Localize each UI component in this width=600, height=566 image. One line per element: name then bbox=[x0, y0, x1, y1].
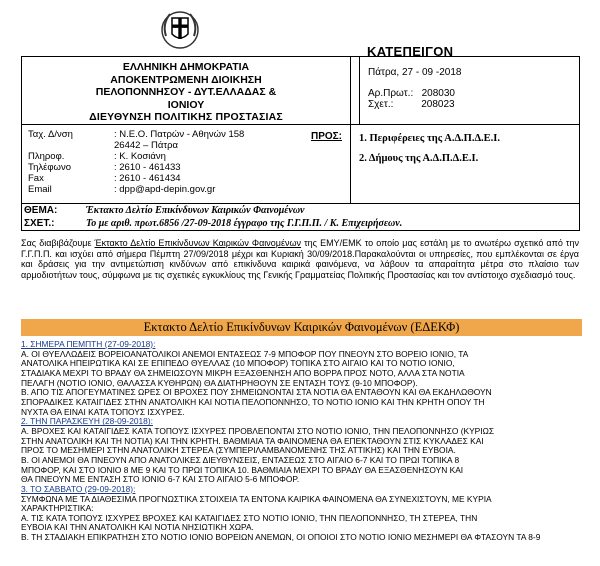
organization-block bbox=[22, 57, 351, 125]
bulletin-day-heading: 2. ΤΗΝ ΠΑΡΑΣΚΕΥΗ (28-09-2018): bbox=[21, 417, 153, 427]
bulletin-line: ΣΤΗΝ ΑΝΑΤΟΛΙΚΗ ΚΑΙ ΤΗ ΝΟΤΙΑ) ΚΑΙ ΤΗΝ ΚΡΗΤΗ. ΒΑΘΜΙΑΙΑ ΤΑ ΦΑΙΝΟΜΕΝΑ ΘΑ ΕΠΕΚΤΑΘΟΥΝ ΣΤΙΣ ΚΥΚΛΑΔΕΣ ΚΑΙ bbox=[21, 436, 484, 446]
bulletin-line: ΘΑ ΠΝΕΟΥΝ ΜΕ ΕΝΤΑΣΗ ΣΤΟ ΙΟΝΙΟ 6-7 ΚΑΙ ΣΤΟ ΑΙΓΑΙΟ 5-6 ΜΠΟΦΟΡ. bbox=[21, 475, 300, 485]
email-link[interactable]: : dpp@apd-depin.gov.gr bbox=[114, 184, 216, 196]
place-date: Πάτρα, 27 - 09 -2018 bbox=[368, 67, 462, 78]
bulletin-line: ΑΝΑΤΟΛΙΚΑ ΗΠΕΙΡΩΤΙΚΑ ΚΑΙ ΣΕ ΕΠΙΠΕΔΟ ΘΥΕΛΛΑΣ (10 ΜΠΟΦΟΡ) ΤΟΠΙΚΑ ΣΤΟ ΑΙΓΑΙΟ ΚΑΙ ΤΟ ΝΟΤΙΟ ΙΟΝΙΟ, bbox=[21, 359, 455, 369]
subject-row: ΘΕΜΑ: Έκτακτο Δελτίο Επικίνδυνων Καιρικών Φαινομένων bbox=[22, 203, 580, 217]
to-label: ΠΡΟΣ: bbox=[311, 130, 343, 142]
bulletin-line: Α. ΟΙ ΘΥΕΛΛΩΔΕΙΣ ΒΟΡΕΙΟΑΝΑΤΟΛΙΚΟΙ ΑΝΕΜΟΙ ΕΝΤΑΣΕΩΣ 7-9 ΜΠΟΦΟΡ ΠΟΥ ΠΝΕΟΥΝ ΣΤΟ ΒΟΡΕΙΟ ΙΟΝΙΟ, ΤΑ bbox=[21, 349, 469, 359]
bulletin-day-heading: 3. ΤΟ ΣΑΒΒΑΤΟ (29-09-2018): bbox=[21, 484, 136, 494]
bulletin-banner: Εκτακτο Δελτίο Επικίνδυνων Καιρικών Φαινομένων (ΕΔΕΚΦ) bbox=[21, 319, 582, 336]
org-line: ΠΕΛΟΠΟΝΝΗΣΟΥ - ΔΥΤ.ΕΛΛΑΔΑΣ & bbox=[95, 86, 277, 98]
org-line: ΕΛΛΗΝΙΚΗ ΔΗΜΟΚΡΑΤΙΑ bbox=[122, 61, 250, 73]
org-line: ΔΙΕΥΘΥΝΣΗ ΠΟΛΙΤΙΚΗΣ ΠΡΟΣΤΑΣΙΑΣ bbox=[89, 111, 283, 123]
related-number: Σχετ.: 208023 bbox=[368, 99, 455, 110]
contact-block: Ταχ. Δ/νση : Ν.Ε.Ο. Πατρών - Αθηνών 158 26442 – Πάτρα Πληροφ. : Κ. Κοσιάνη Τηλέφωνο : 2610 - 461433 Fax : 2610 - 461434 Email : dpp@apd-depin.gov.gr bbox=[22, 124, 351, 203]
bulletin-line: ΕΥΒΟΙΑ ΚΑΙ ΤΗΝ ΑΝΑΤΟΛΙΚΗ ΚΑΙ ΝΟΤΙΑ ΝΗΣΙΩΤΙΚΗ ΧΩΡΑ. bbox=[21, 523, 254, 533]
bulletin-line: ΧΑΡΑΚΤΗΡΙΣΤΙΚΑ: bbox=[21, 504, 94, 514]
recipient-item: 1. Περιφέρειες της Α.Δ.Π.Δ.Ε.Ι. bbox=[359, 132, 501, 144]
bulletin-line: ΣΠΟΡΑΔΙΚΕΣ ΚΑΤΑΙΓΙΔΕΣ ΣΤΗΝ ΑΝΑΤΟΛΙΚΗ ΚΑΙ ΝΟΤΙΑ ΠΕΛΟΠΟΝΝΗΣΟ, ΤΟ ΝΟΤΙΟ ΙΟΝΙΟ ΚΑΙ ΤΗΝ ΚΡΗΤΗ ΟΠΟΥ ΤΗ bbox=[21, 397, 485, 407]
bulletin-line: Α. ΤΙΣ ΚΑΤΑ ΤΟΠΟΥΣ ΙΣΧΥΡΕΣ ΒΡΟΧΕΣ ΚΑΙ ΚΑΤΑΙΓΙΔΕΣ ΣΤΟ ΝΟΤΙΟ ΙΟΝΙΟ, ΤΗΝ ΠΕΛΟΠΟΝΝΗΣΟ, ΤΗ ΣΤΕΡΕΑ, ΤΗΝ bbox=[21, 513, 478, 523]
header-table bbox=[21, 56, 580, 231]
related-row: ΣΧΕΤ.: Το με αριθ. πρωτ.6856 /27-09-2018 έγγραφο της Γ.Γ.Π.Π. / Κ. Επιχειρήσεων. bbox=[22, 217, 580, 231]
bulletin-link[interactable]: Έκτακτο Δελτίο Επικίνδυνων Καιρικών Φαινομένων bbox=[94, 238, 302, 248]
bulletin-body bbox=[21, 340, 582, 543]
bulletin-line: ΠΕΛΑΓΗ (ΝΟΤΙΟ ΙΟΝΙΟ, ΘΑΛΑΣΣΑ ΚΥΘΗΡΩΝ) ΘΑ ΔΙΑΤΗΡΗΘΟΥΝ ΣΕ ΕΝΤΑΣΗ ΤΟΥΣ (9-10 ΜΠΟΦΟΡ). bbox=[21, 378, 418, 388]
bulletin-line: Β. ΟΙ ΑΝΕΜΟΙ ΘΑ ΠΝΕΟΥΝ ΑΠΟ ΑΝΑΤΟΛΙΚΕΣ ΔΙΕΥΘΥΝΣΕΙΣ, ΕΝΤΑΣΕΩΣ ΣΤΟ ΑΙΓΑΙΟ 6-7 ΚΑΙ ΤΟ ΠΡΩΙ ΤΟΠΙΚΑ 8 bbox=[21, 455, 460, 465]
org-line: ΙΟΝΙΟΥ bbox=[167, 98, 205, 111]
greek-emblem-icon bbox=[158, 6, 202, 50]
bulletin-day-heading: 1. ΣΗΜΕΡΑ ΠΕΜΠΤΗ (27-09-2018): bbox=[21, 340, 156, 349]
bulletin-line: Β. ΤΗ ΣΤΑΔΙΑΚΗ ΕΠΙΚΡΑΤΗΣΗ ΣΤΟ ΝΟΤΙΟ ΙΟΝΙΟ ΒΟΡΕΙΩΝ ΑΝΕΜΩΝ, ΟΙ ΟΠΟΙΟΙ ΣΤΟ ΝΟΤΙΟ ΙΟΝΙΟ ΜΕΣΗΜΕΡΙ ΘΑ ΦΤΑΣΟΥΝ ΤΑ 8-9 bbox=[21, 533, 541, 543]
intro-paragraph: Σας διαβιβάζουμε Έκτακτο Δελτίο Επικίνδυνων Καιρικών Φαινομένων της ΕΜΥ/ΕΜΚ το οποίο μας εστάλη με το ανωτέρω σχετικό από την Γ.Γ.Π.Π. και ισχύει από σήμερα Πέμπτη 27/09/2018 μέχρι και Κυριακή 30/09/2018.Παρακαλούνται οι υπηρεσίες, που εμπλέκονται σε έργα και δράσεις για την αντιμετώπιση κινδύνων από επικίνδυνα καιρικά φαινόμενα, να λάβουν τα απαραίτητα μέτρα στο πλαίσιο των αρμοδιοτήτων τους, σύμφωνα με τις σχετικές εγκυκλίους της Γενικής Γραμματείας Πολιτικής Προστασίας και τον αντίστοιχο σχεδιασμό τους. bbox=[21, 238, 579, 280]
date-protocol-block bbox=[360, 57, 580, 125]
protocol-number: Αρ.Πρωτ.: 208030 bbox=[368, 88, 455, 99]
bulletin-line: ΝΥΧΤΑ ΘΑ ΕΙΝΑΙ ΚΑΤΑ ΤΟΠΟΥΣ ΙΣΧΥΡΕΣ. bbox=[21, 407, 185, 417]
bulletin-line: ΣΥΜΦΩΝΑ ΜΕ ΤΑ ΔΙΑΘΕΣΙΜΑ ΠΡΟΓΝΩΣΤΙΚΑ ΣΤΟΙΧΕΙΑ ΤΑ ΕΝΤΟΝΑ ΚΑΙΡΙΚΑ ΦΑΙΝΟΜΕΝΑ ΘΑ ΣΥΝΕΧΙΣΤΟΥΝ, ΜΕ ΚΥΡΙΑ bbox=[21, 494, 492, 504]
org-line: ΑΠΟΚΕΝΤΡΩΜΕΝΗ ΔΙΟΙΚΗΣΗ bbox=[110, 73, 262, 86]
bulletin-line: ΠΡΟΣ ΤΟ ΜΕΣΗΜΕΡΙ ΣΤΗΝ ΑΝΑΤΟΛΙΚΗ ΣΤΕΡΕΑ (ΣΥΜΠΕΡΙΛΑΜΒΑΝΟΜΕΝΗΣ ΤΗΣ ΑΤΤΙΚΗΣ) ΚΑΙ ΤΗΝ ΕΥΒΟΙΑ. bbox=[21, 446, 456, 456]
recipients-block bbox=[311, 124, 580, 203]
bulletin-line: ΜΠΟΦΟΡ, ΚΑΙ ΣΤΟ ΙΟΝΙΟ 8 ΜΕ 9 ΚΑΙ ΤΟ ΠΡΩΙ ΤΟΠΙΚΑ 10. ΒΑΘΜΙΑΙΑ ΜΕΧΡΙ ΤΟ ΒΡΑΔΥ ΘΑ ΕΞΑΣΘΕΝΗΣΟΥΝ ΚΑΙ bbox=[21, 465, 464, 475]
bulletin-line: ΣΤΑΔΙΑΚΑ ΜΕΧΡΙ ΤΟ ΒΡΑΔΥ ΘΑ ΣΗΜΕΙΩΣΟΥΝ ΜΙΚΡΗ ΕΞΑΣΘΕΝΗΣΗ ΑΠΟ ΒΟΡΡΑ ΠΡΟΣ ΝΟΤΟ, ΑΛΛΑ ΣΤΑ ΝΟΤΙΑ bbox=[21, 368, 465, 378]
recipient-item: 2. Δήμους της Α.Δ.Π.Δ.Ε.Ι. bbox=[359, 152, 479, 164]
bulletin-line: Β. ΑΠΟ ΤΙΣ ΑΠΟΓΕΥΜΑΤΙΝΕΣ ΩΡΕΣ ΟΙ ΒΡΟΧΕΣ ΠΟΥ ΣΗΜΕΙΩΝΟΝΤΑΙ ΣΤΑ ΝΟΤΙΑ ΘΑ ΕΝΤΑΘΟΥΝ ΚΑΙ ΘΑ ΕΚΔΗΛΩΘΟΥΝ bbox=[21, 388, 492, 398]
bulletin-line: Α. ΒΡΟΧΕΣ ΚΑΙ ΚΑΤΑΙΓΙΔΕΣ ΚΑΤΑ ΤΟΠΟΥΣ ΙΣΧΥΡΕΣ ΠΡΟΒΛΕΠΟΝΤΑΙ ΣΤΟ ΝΟΤΙΟ ΙΟΝΙΟ, ΤΗΝ ΠΕΛΟΠΟΝΝΗΣΟ (ΚΥΡΙΩΣ bbox=[21, 426, 495, 436]
urgent-label: ΚΑΤΕΠΕΙΓΟΝ bbox=[367, 44, 454, 59]
